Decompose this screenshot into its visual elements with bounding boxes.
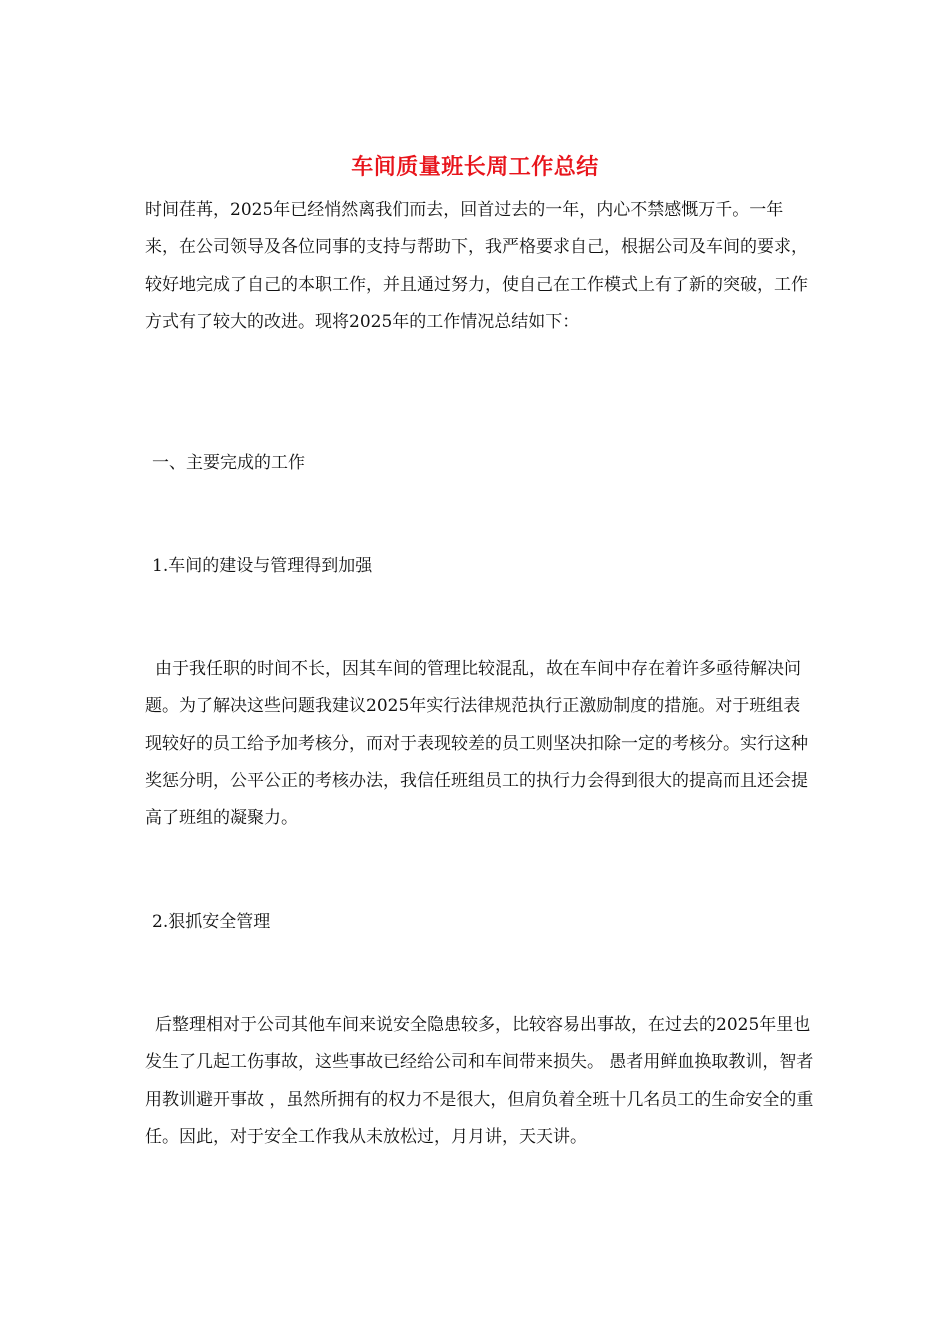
document-title: 车间质量班长周工作总结	[351, 154, 599, 180]
section-heading-main-work: 一、主要完成的工作	[152, 453, 305, 473]
item-body-safety-management: 后整理相对于公司其他车间来说安全隐患较多，比较容易出事故，在过去的2025年里也发生了几起工伤事故，这些事故已经给公司和车间带来损失。 愚者用鲜血换取教训，智者用教训避开事故 ，虽然所拥有的权力不是很大，但肩负着全班十几名员工的生命安全的重任。因此，对于安全工作我从未放松过，月月讲，天天讲。	[145, 1015, 814, 1147]
item-heading-workshop-management: 1.车间的建设与管理得到加强	[152, 556, 373, 576]
intro-paragraph: 时间荏苒，2025年已经悄然离我们而去，回首过去的一年，内心不禁感慨万千。一年来，在公司领导及各位同事的支持与帮助下，我严格要求自己，根据公司及车间的要求，较好地完成了自己的本职工作，并且通过努力，使自己在工作模式上有了新的突破，工作方式有了较大的改进。现将2025年的工作情况总结如下：	[145, 200, 808, 332]
item-body-workshop-management: 由于我任职的时间不长，因其车间的管理比较混乱，故在车间中存在着许多亟待解决问题。为了解决这些问题我建议2025年实行法律规范执行正激励制度的措施。对于班组表现较好的员工给予加考核分，而对于表现较差的员工则坚决扣除一定的考核分。实行这种奖惩分明，公平公正的考核办法，我信任班组员工的执行力会得到很大的提高而且还会提高了班组的凝聚力。	[145, 659, 808, 829]
item-heading-safety-management: 2.狠抓安全管理	[152, 912, 271, 932]
